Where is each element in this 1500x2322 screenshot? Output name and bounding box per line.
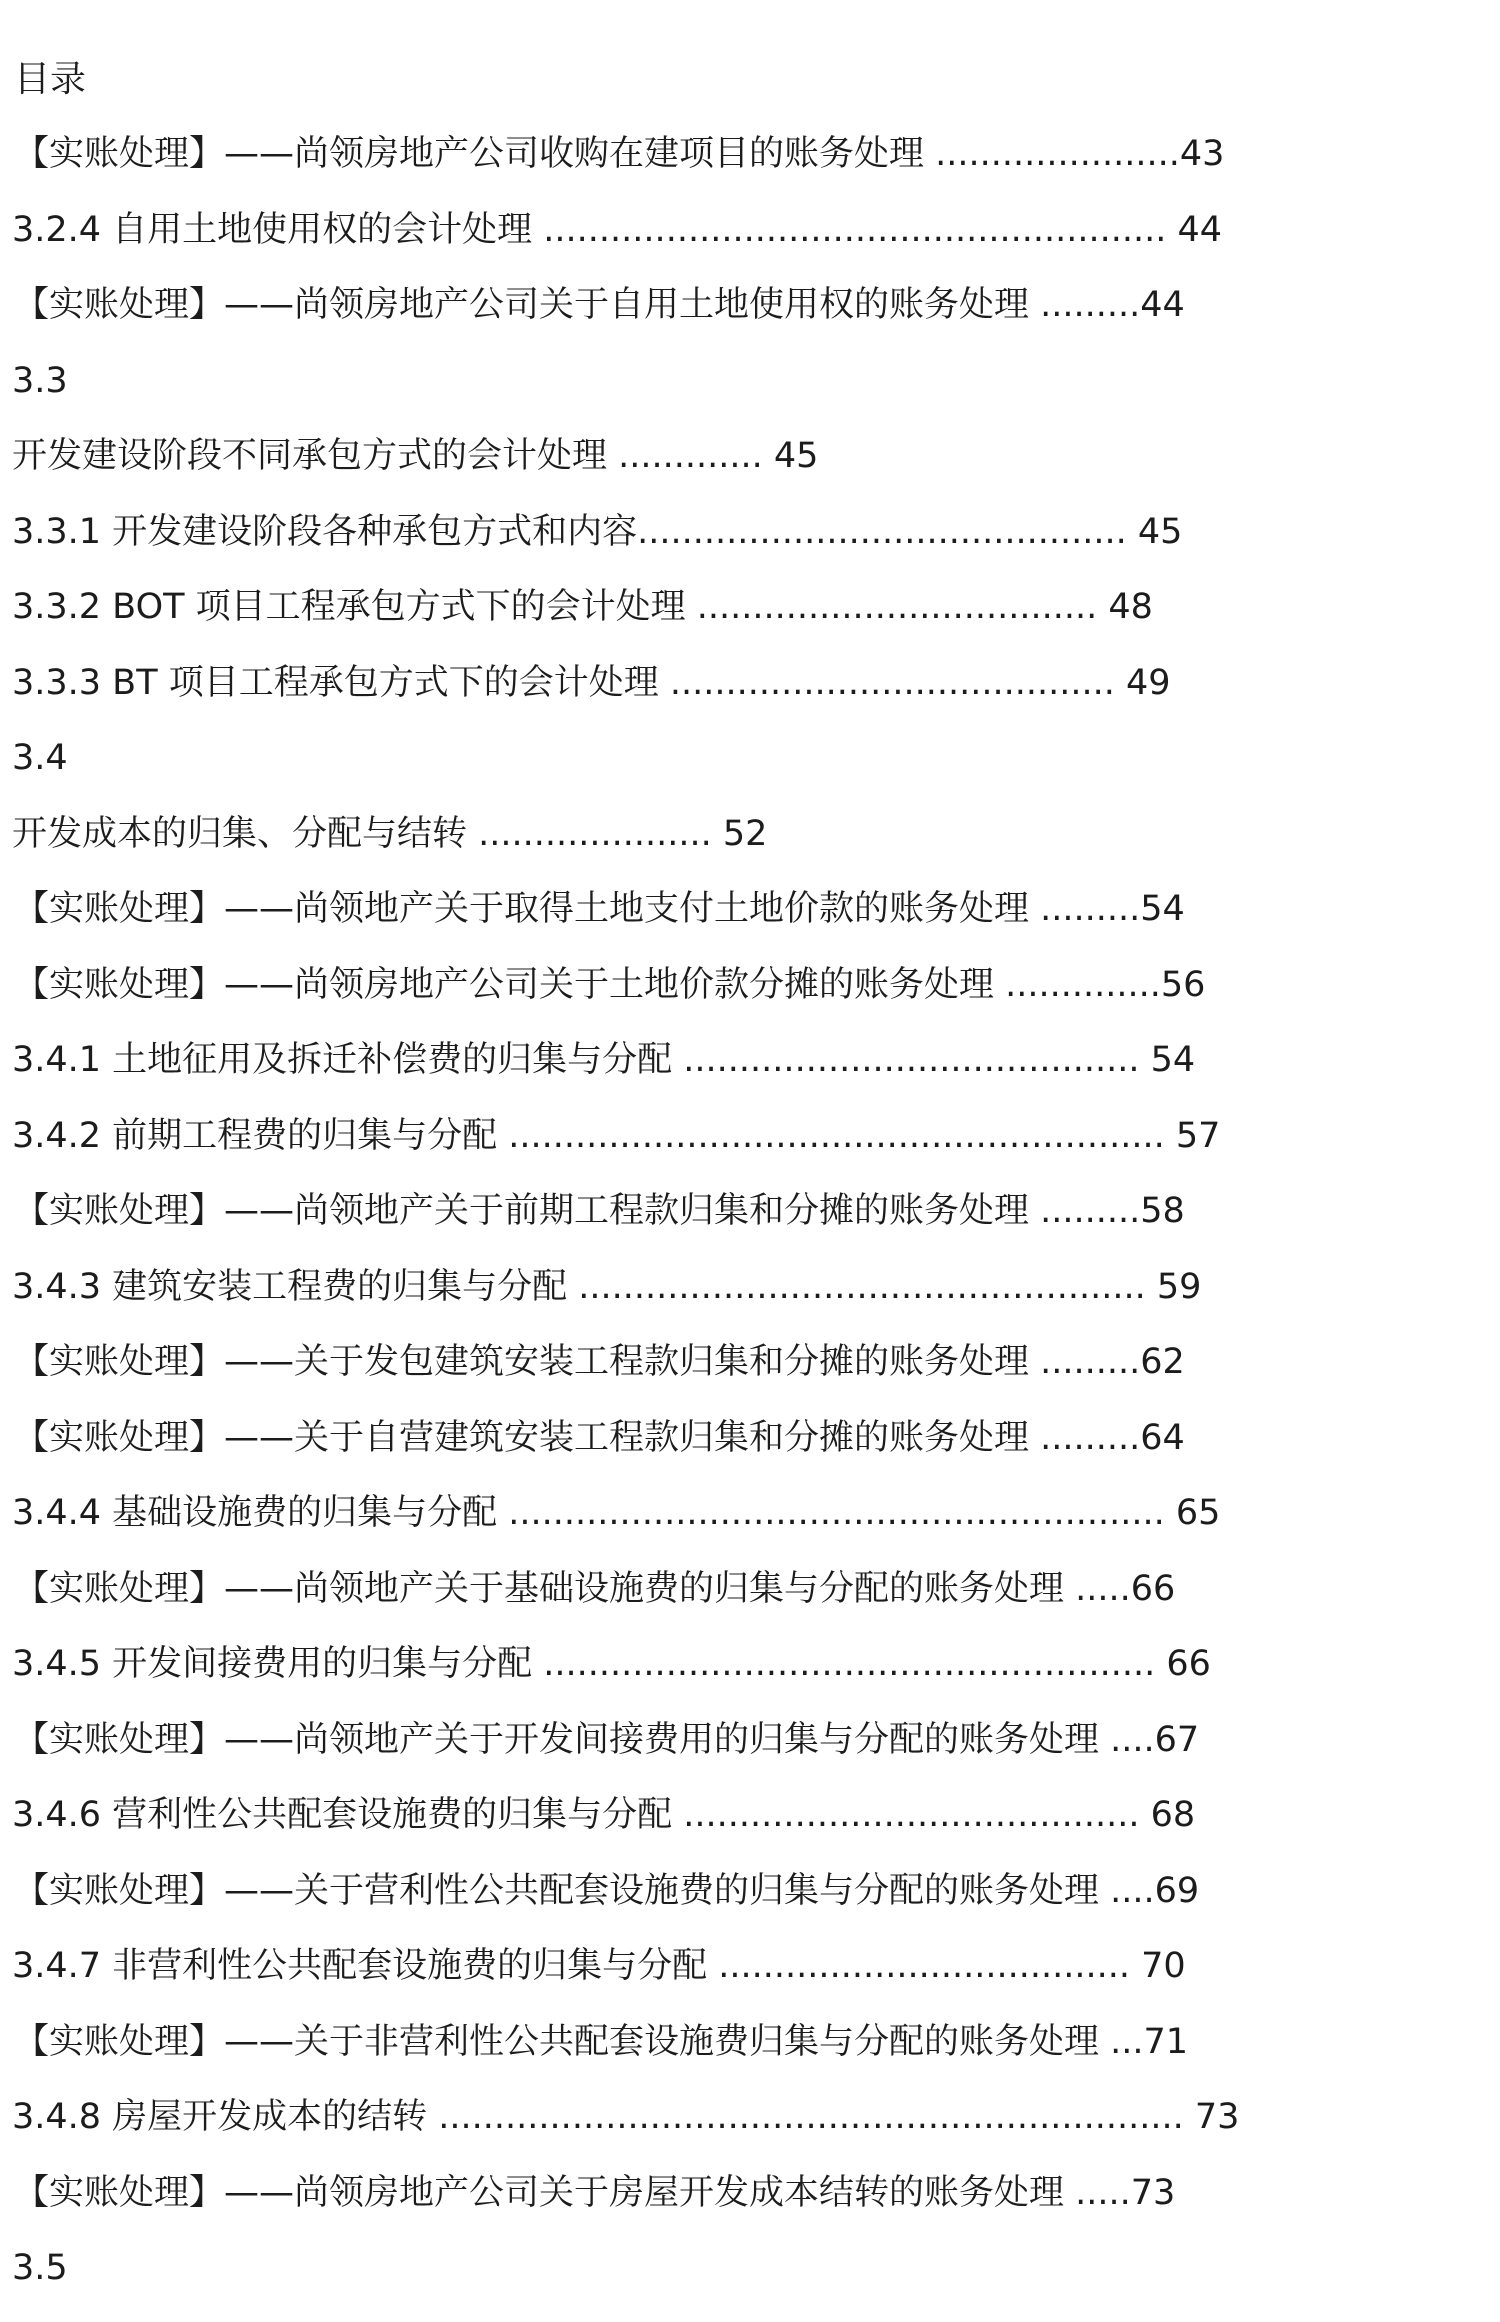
toc-entry-section[interactable] bbox=[0, 1941, 1500, 2017]
toc-title: 目录 bbox=[14, 59, 87, 100]
toc-entry-text: 【实账处理】——尚领房地产公司关于土地价款分摊的账务处理 ..............56 bbox=[14, 964, 1206, 1005]
toc-entry-section[interactable] bbox=[0, 431, 1500, 507]
toc-entry-text: 3.4.3 建筑安装工程费的归集与分配 ................................................... 59 bbox=[12, 1266, 1202, 1307]
toc-entry-text: 【实账处理】——尚领地产关于前期工程款归集和分摊的账务处理 .........58 bbox=[14, 1191, 1185, 1231]
toc-entry-text: 开发成本的归集、分配与结转 ..................... 52 bbox=[12, 813, 768, 854]
toc-entry-text: 3.4.5 开发间接费用的归集与分配 ....................................................... 66 bbox=[12, 1644, 1211, 1684]
toc-entry-practice[interactable] bbox=[0, 1413, 1500, 1489]
toc-entry-text: 3.4.1 土地征用及拆迁补偿费的归集与分配 ......................................... 54 bbox=[12, 1040, 1196, 1080]
toc-entry-text: 3.4.2 前期工程费的归集与分配 ........................................................... 57 bbox=[12, 1115, 1221, 1156]
toc-entry-section[interactable] bbox=[0, 1488, 1500, 1564]
toc-entry-practice[interactable] bbox=[0, 129, 1500, 205]
toc-entry-practice[interactable] bbox=[0, 1715, 1500, 1791]
toc-entry-section[interactable] bbox=[0, 1639, 1500, 1715]
toc-entry-section[interactable] bbox=[0, 1790, 1500, 1866]
toc-entry-practice[interactable] bbox=[0, 2017, 1500, 2093]
toc-entry-text: 【实账处理】——尚领地产关于取得土地支付土地价款的账务处理 .........54 bbox=[14, 889, 1185, 929]
toc-entry-text: 3.4.6 营利性公共配套设施费的归集与分配 ......................................... 68 bbox=[12, 1795, 1196, 1835]
toc-entry-text: 3.3.3 BT 项目工程承包方式下的会计处理 ........................................ 49 bbox=[12, 662, 1171, 703]
toc-entry-practice[interactable] bbox=[0, 1564, 1500, 1640]
toc-entry-practice[interactable] bbox=[0, 1866, 1500, 1942]
toc-entry-text: 3.3.2 BOT 项目工程承包方式下的会计处理 .................................... 48 bbox=[12, 587, 1153, 627]
toc-entry-text: 【实账处理】——尚领房地产公司收购在建项目的账务处理 ......................43 bbox=[14, 134, 1225, 174]
toc-entry-practice[interactable] bbox=[0, 884, 1500, 960]
toc-entry-text: 3.4 bbox=[12, 738, 68, 778]
toc-entry-section[interactable] bbox=[0, 658, 1500, 734]
toc-entry-practice[interactable] bbox=[0, 2168, 1500, 2244]
toc-entry-text: 开发建设阶段不同承包方式的会计处理 ............. 45 bbox=[12, 436, 819, 476]
toc-list bbox=[0, 129, 1500, 2319]
toc-entry-section[interactable] bbox=[0, 1262, 1500, 1338]
toc-entry-text: 3.4.4 基础设施费的归集与分配 ........................................................... 65 bbox=[12, 1493, 1221, 1533]
toc-entry-text: 3.3.1 开发建设阶段各种承包方式和内容............................................ 45 bbox=[12, 511, 1183, 552]
toc-entry-practice[interactable] bbox=[0, 1337, 1500, 1413]
toc-entry-section[interactable] bbox=[0, 1111, 1500, 1187]
toc-entry-text: 【实账处理】——关于非营利性公共配套设施费归集与分配的账务处理 ...71 bbox=[14, 2021, 1189, 2062]
toc-entry-text: 【实账处理】——尚领地产关于基础设施费的归集与分配的账务处理 .....66 bbox=[14, 1568, 1176, 1609]
toc-entry-text: 【实账处理】——关于自营建筑安装工程款归集和分摊的账务处理 .........64 bbox=[14, 1417, 1185, 1458]
toc-entry-section[interactable] bbox=[0, 205, 1500, 281]
toc-entry-practice[interactable] bbox=[0, 1186, 1500, 1262]
toc-entry-section[interactable] bbox=[0, 1035, 1500, 1111]
toc-entry-text: 【实账处理】——尚领地产关于开发间接费用的归集与分配的账务处理 ....67 bbox=[14, 1719, 1200, 1760]
toc-entry-text: 3.3 bbox=[12, 360, 68, 401]
toc-entry-section[interactable] bbox=[0, 809, 1500, 885]
toc-entry-text: 3.4.8 房屋开发成本的结转 ................................................................... 73 bbox=[12, 2097, 1240, 2137]
toc-entry-section[interactable] bbox=[0, 2243, 1500, 2319]
toc-entry-section[interactable] bbox=[0, 356, 1500, 432]
toc-entry-text: 【实账处理】——关于营利性公共配套设施费的归集与分配的账务处理 ....69 bbox=[14, 1870, 1200, 1911]
toc-entry-practice[interactable] bbox=[0, 280, 1500, 356]
toc-entry-text: 3.5 bbox=[12, 2248, 68, 2288]
toc-entry-section[interactable] bbox=[0, 507, 1500, 583]
toc-entry-section[interactable] bbox=[0, 2092, 1500, 2168]
toc-entry-section[interactable] bbox=[0, 582, 1500, 658]
toc-entry-text: 3.2.4 自用土地使用权的会计处理 ........................................................ 44 bbox=[12, 209, 1222, 250]
toc-entry-text: 【实账处理】——尚领房地产公司关于房屋开发成本结转的账务处理 .....73 bbox=[14, 2172, 1176, 2213]
toc-entry-text: 【实账处理】——关于发包建筑安装工程款归集和分摊的账务处理 .........62 bbox=[14, 1342, 1185, 1382]
toc-entry-text: 3.4.7 非营利性公共配套设施费的归集与分配 ..................................... 70 bbox=[12, 1946, 1186, 1986]
toc-entry-section[interactable] bbox=[0, 733, 1500, 809]
toc-entry-practice[interactable] bbox=[0, 960, 1500, 1036]
toc-entry-text: 【实账处理】——尚领房地产公司关于自用土地使用权的账务处理 .........44 bbox=[14, 285, 1185, 325]
